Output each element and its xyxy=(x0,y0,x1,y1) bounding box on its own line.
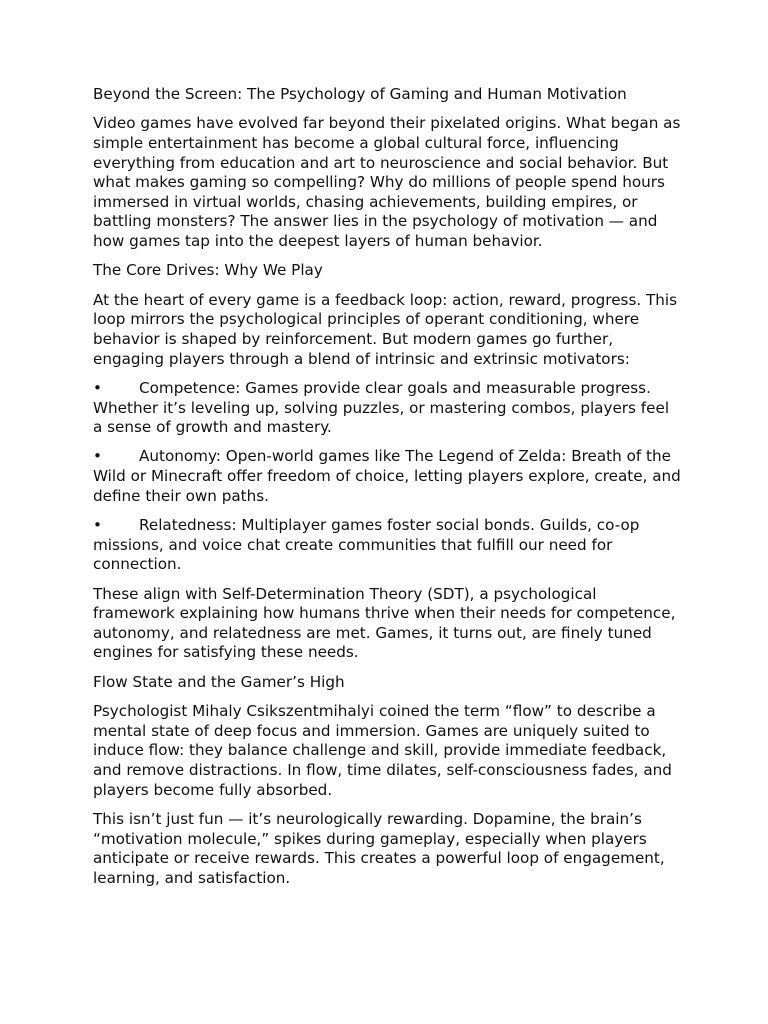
dopamine-paragraph: This isn’t just fun — it’s neurologically rewarding. Dopamine, the brain’s “motivation molecule,” spikes during gameplay, especially when players anticipate or receive rewards. This creates a powerful loop of engagement, learning, and satisfaction. xyxy=(93,809,665,887)
sdt-paragraph: These align with Self-Determination Theory (SDT), a psychological framework explaining how humans thrive when their needs for competence, autonomy, and relatedness are met. Games, it turns out, are finely tuned engines for satisfying these needs. xyxy=(93,584,676,662)
intro-paragraph: Video games have evolved far beyond their pixelated origins. What began as simple entertainment has become a global cultural force, influencing everything from education and art to neuroscience and social behavior. But what makes gaming so compelling? Why do millions of people spend hours immersed in virtual worlds, chasing achievements, building empires, or battling monsters? The answer lies in the psychology of motivation — and how games tap into the deepest layers of human behavior. xyxy=(93,114,681,250)
bullet-text: Competence: Games provide clear goals and measurable progress. Whether it’s leveling up, solving puzzles, or mastering combos, players feel a sense of growth and mastery. xyxy=(93,378,670,437)
bullet-marker: • xyxy=(93,516,102,535)
section-heading-flow-state: Flow State and the Gamer’s High xyxy=(93,672,345,691)
bullet-marker: • xyxy=(93,378,102,397)
bullet-item-relatedness xyxy=(93,516,683,575)
flow-paragraph: Psychologist Mihaly Csikszentmihalyi coined the term “flow” to describe a mental state of deep focus and immersion. Games are uniquely suited to induce flow: they balance challenge and skill, provide immediate feedback, and remove distractions. In flow, time dilates, self-consciousness fades, and players become fully absorbed. xyxy=(93,702,672,799)
document-title: Beyond the Screen: The Psychology of Gaming and Human Motivation xyxy=(93,85,627,103)
document-page xyxy=(93,85,683,898)
core-drives-paragraph: At the heart of every game is a feedback loop: action, reward, progress. This loop mirrors the psychological principles of operant conditioning, where behavior is shaped by reinforcement. But modern games go further, engaging players through a blend of intrinsic and extrinsic motivators: xyxy=(93,290,678,368)
section-heading-core-drives: The Core Drives: Why We Play xyxy=(93,261,323,280)
bullet-text: Autonomy: Open-world games like The Legend of Zelda: Breath of the Wild or Minecraft offer freedom of choice, letting players explore, create, and define their own paths. xyxy=(93,447,681,505)
bullet-item-autonomy xyxy=(93,447,683,506)
bullet-text: Relatedness: Multiplayer games foster social bonds. Guilds, co-op missions, and voice chat create communities that fulfill our need for connection. xyxy=(93,516,640,574)
bullet-item-competence xyxy=(93,379,683,438)
bullet-marker: • xyxy=(93,447,102,466)
